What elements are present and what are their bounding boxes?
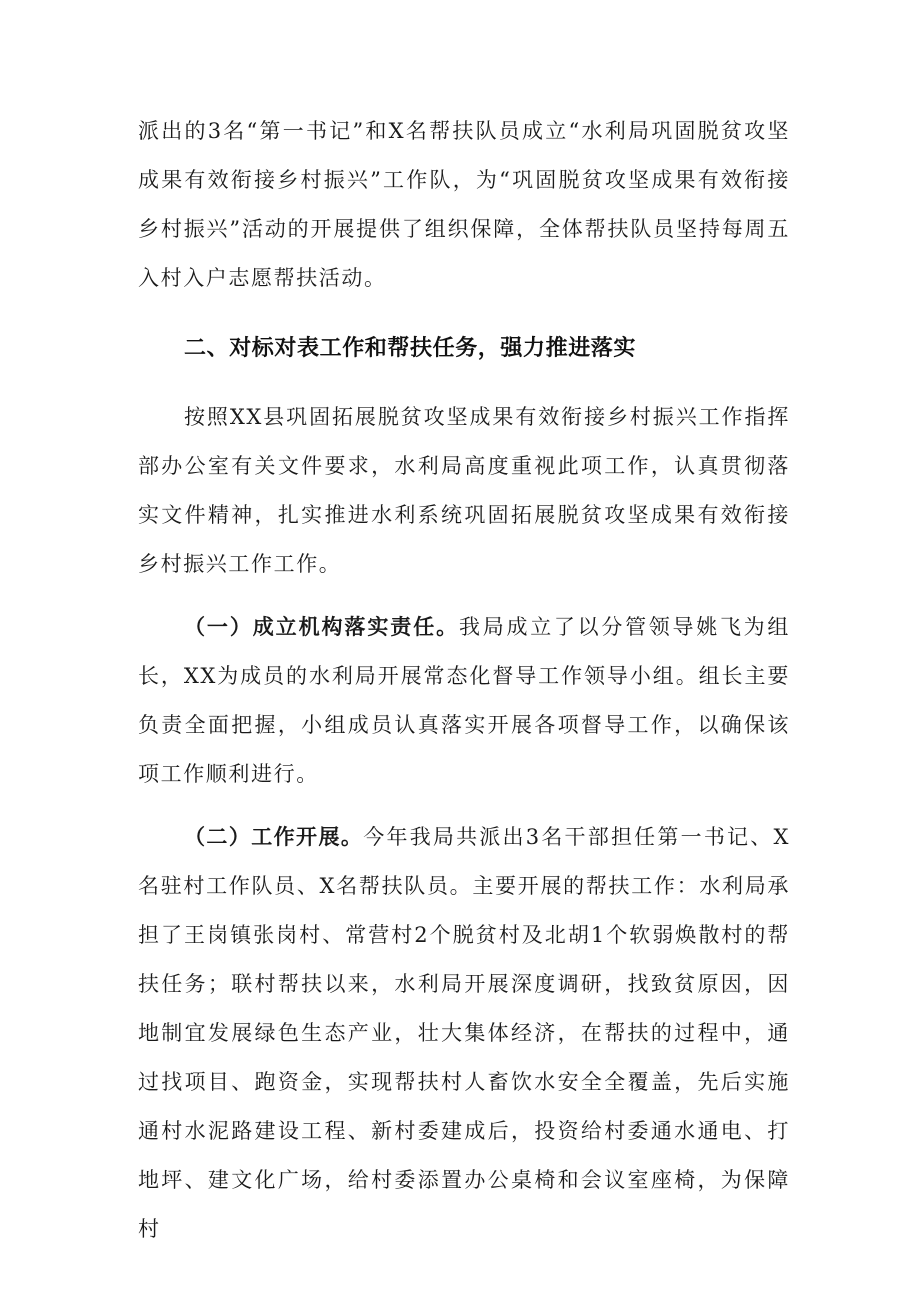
paragraph-continued: 派出的3名“第一书记”和X名帮扶队员成立“水利局巩固脱贫攻坚成果有效衔接乡村振兴”工作队，为“巩固脱贫攻坚成果有效衔接乡村振兴”活动的开展提供了组织保障，全体帮扶队员坚持每周五入村入户志愿帮扶活动。 <box>138 119 790 290</box>
subsection-1-body: 我局成立了以分管领导姚飞为组长，XX为成员的水利局开展常态化督导工作领导小组。组长主要负责全面把握，小组成员认真落实开展各项督导工作，以确保该项工作顺利进行。 <box>138 615 790 786</box>
subsection-2-lead: （二）工作开展。 <box>184 825 364 849</box>
subsection-2-body: 今年我局共派出3名干部担任第一书记、X名驻村工作队员、X名帮扶队员。主要开展的帮扶工作：水利局承担了王岗镇张岗村、常营村2个脱贫村及北胡1个软弱焕散村的帮扶任务；联村帮扶以来，水利局开展深度调研，找致贫原因，因地制宜发展绿色生态产业，壮大集体经济，在帮扶的过程中，通过找项目、跑资金，实现帮扶村人畜饮水安全全覆盖，先后实施通村水泥路建设工程、新村委建成后，投资给村委通水通电、打地坪、建文化广场，给村委添置办公桌椅和会议室座椅，为保障村 <box>138 825 790 1241</box>
subsection-1-paragraph <box>138 603 790 799</box>
subsection-1-lead: （一）成立机构落实责任。 <box>184 615 460 639</box>
section-heading: 二、对标对表工作和帮扶任务，强力推进落实 <box>184 336 637 361</box>
paragraph-intro: 按照XX县巩固拓展脱贫攻坚成果有效衔接乡村振兴工作指挥部办公室有关文件要求，水利局高度重视此项工作，认真贯彻落实文件精神，扎实推进水利系统巩固拓展脱贫攻坚成果有效衔接乡村振兴工作工作。 <box>138 405 790 576</box>
subsection-2-paragraph <box>138 813 790 1254</box>
